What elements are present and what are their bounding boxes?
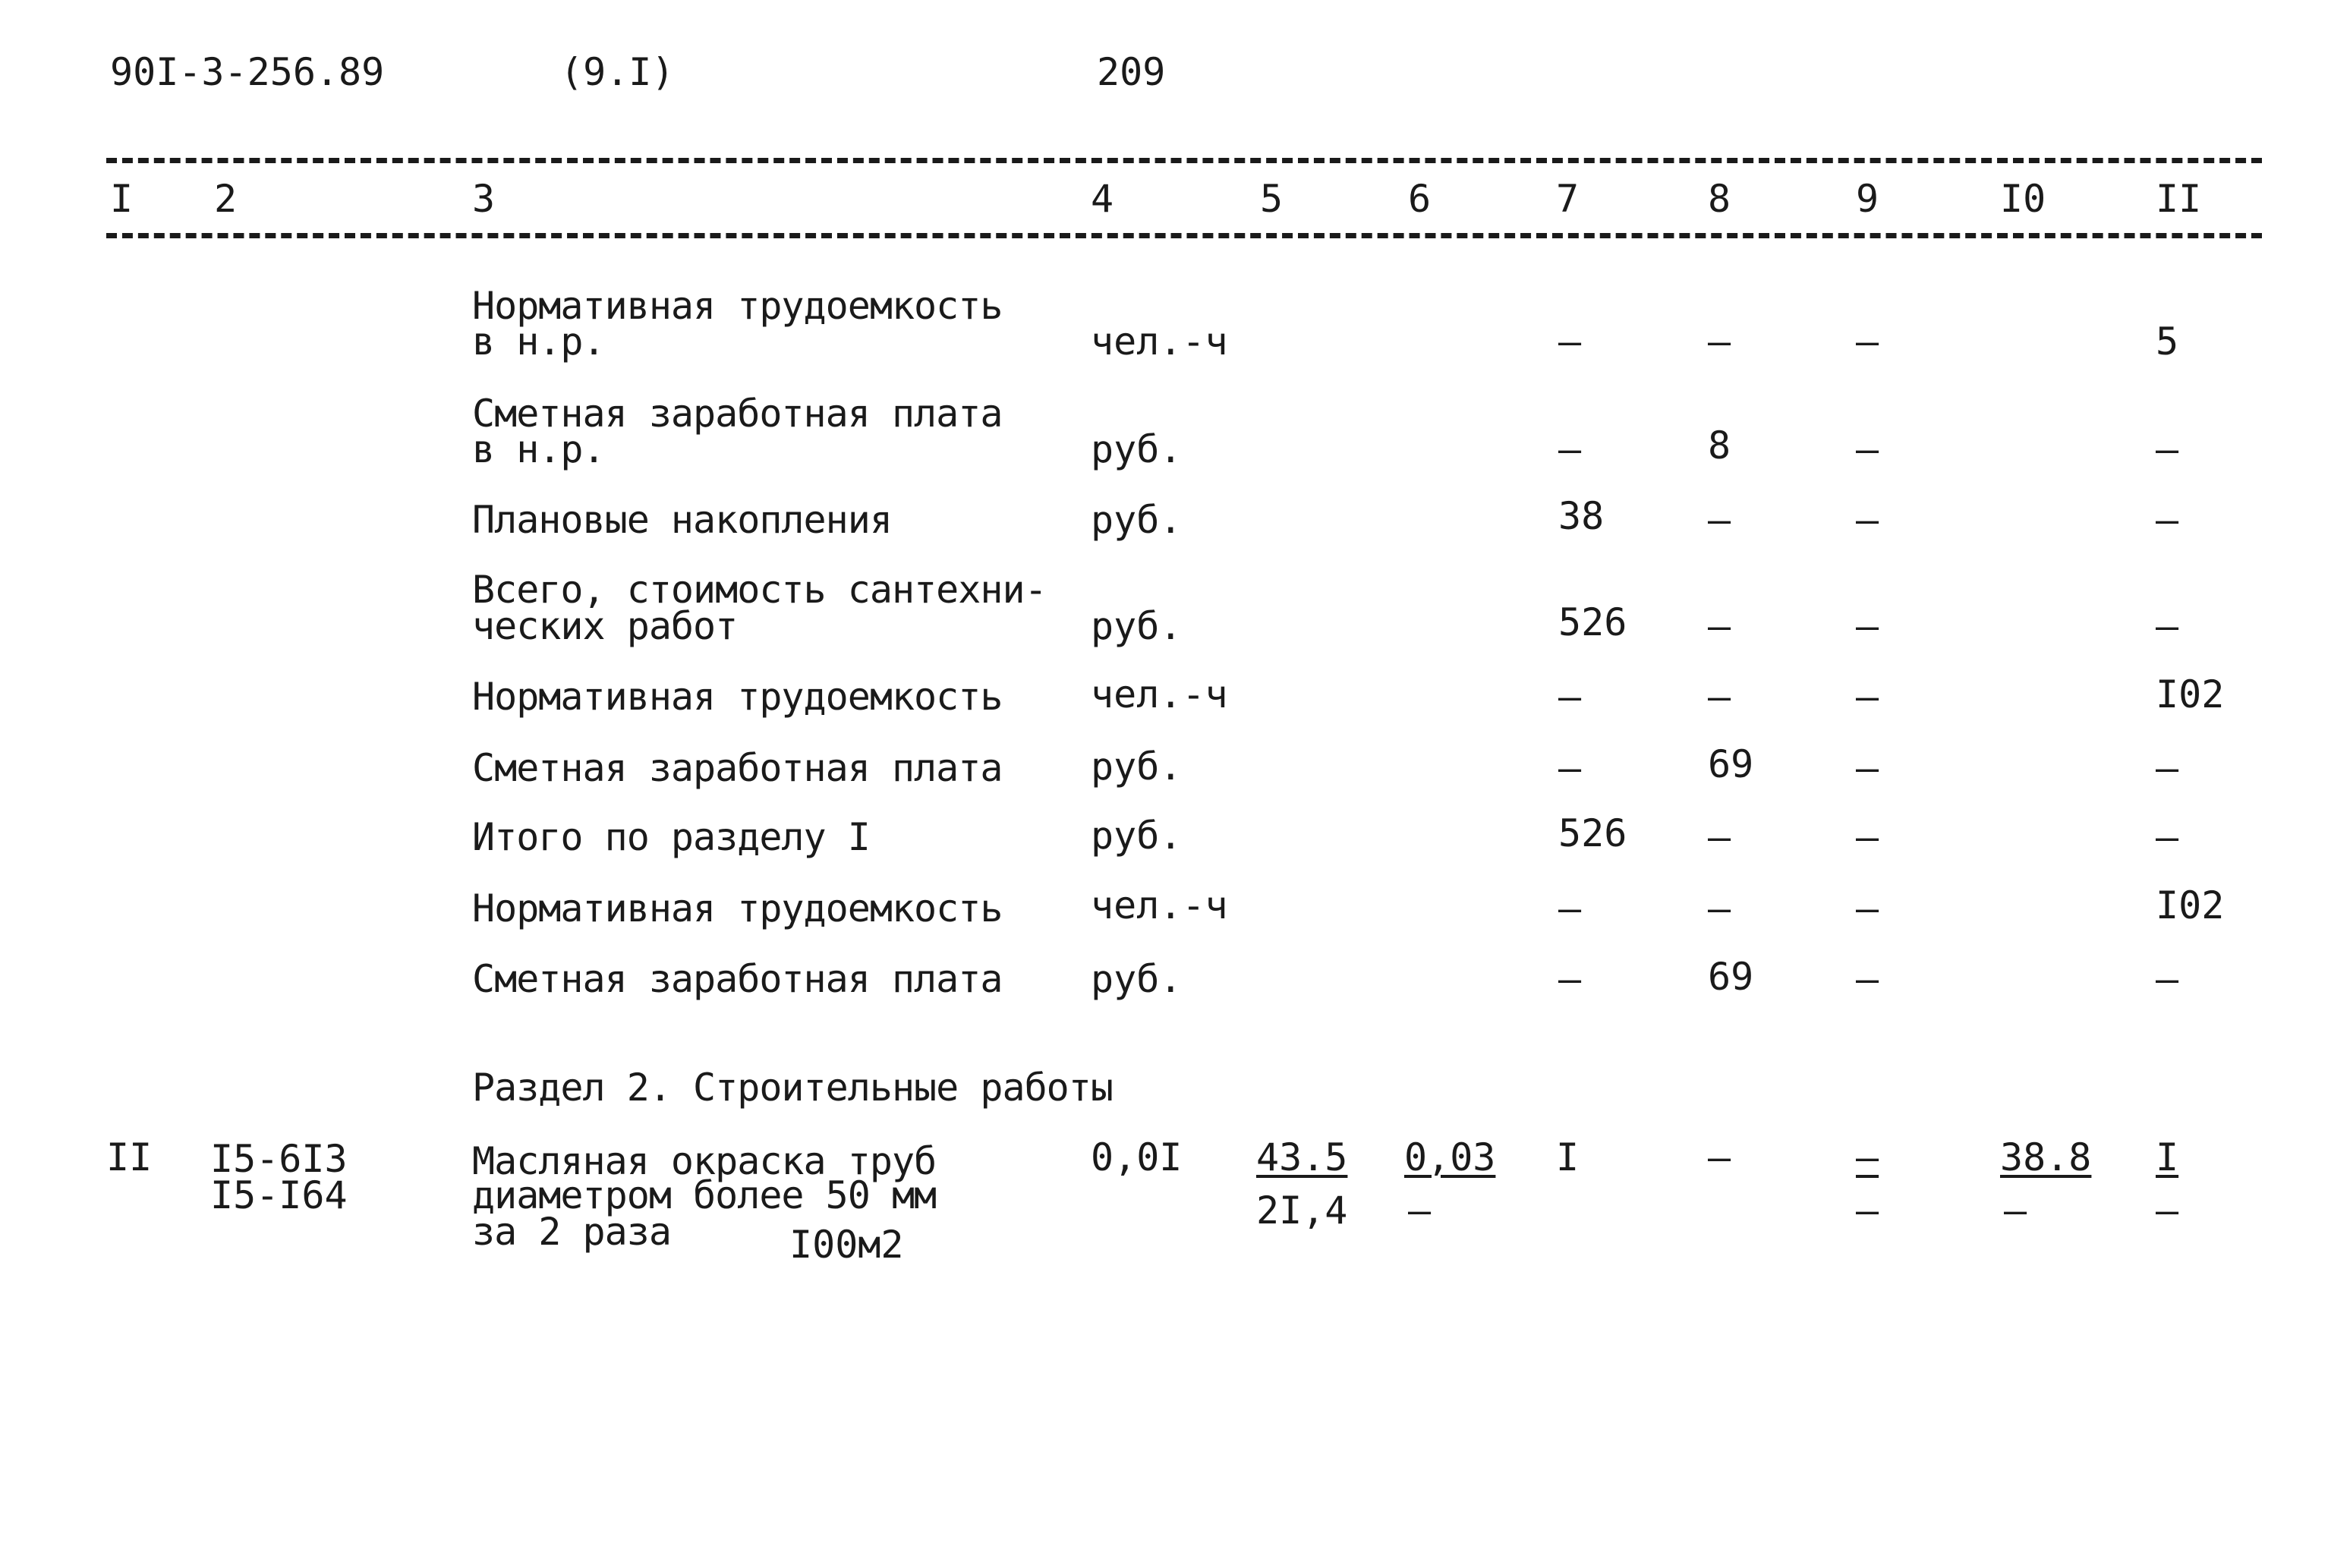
column-header-6: 6 [1408,177,1432,221]
row-3-col8: – [1708,498,1731,542]
row-1-unit: чел.-ч [1091,320,1228,364]
row-8-col7: – [1558,886,1582,930]
section-2-row-number: II [106,1135,153,1179]
section-2-label-line2: диаметром более 50 мм [472,1173,937,1217]
row-1-col8: – [1708,320,1731,364]
row-1-label-line1: Нормативная трудоемкость [472,284,1003,328]
row-6-unit: руб. [1091,745,1183,789]
row-8-col8: – [1708,886,1731,930]
column-header-3: 3 [472,177,496,221]
section-2-label-line3: за 2 раза [472,1210,671,1254]
row-2-col7: – [1558,427,1582,471]
section-2-code-line2: I5-I64 [210,1173,348,1217]
column-header-4: 4 [1091,177,1114,221]
section-2-col11-top: I [2156,1135,2179,1179]
row-7-col11: – [2156,815,2179,859]
row-1-col7: – [1558,320,1582,364]
section-2-col6-bottom: – [1408,1189,1432,1233]
section-2-col10-top: 38.8 [2000,1135,2092,1179]
section-2-col6-top: 0,03 [1404,1135,1496,1179]
row-4-label-line1: Всего, стоимость сантехни- [472,568,1047,612]
row-6-col9: – [1856,746,1879,790]
row-4-col8: – [1708,604,1731,648]
row-1-col9: – [1856,320,1879,364]
section-2-col5-top: 43.5 [1256,1135,1348,1179]
row-8-label-line1: Нормативная трудоемкость [472,886,1003,930]
row-3-col7: 38 [1558,494,1605,538]
row-5-col9: – [1856,675,1879,719]
row-6-col11: – [2156,746,2179,790]
row-9-col7: – [1558,957,1582,1001]
row-5-col11: I02 [2156,672,2225,716]
header-top-rule [106,158,2262,163]
section-2-label-line1: Масляная окраска труб [472,1139,937,1183]
document-code: 90I-3-256.89 [110,50,385,94]
row-7-col9: – [1856,815,1879,859]
row-7-col7: 526 [1558,811,1627,855]
row-3-unit: руб. [1091,498,1183,542]
column-header-5: 5 [1260,177,1284,221]
row-2-label-line2: в н.р. [472,427,605,471]
section-2-col8: – [1708,1135,1731,1179]
row-8-col11: I02 [2156,883,2225,927]
section-2-col9-bottom: – [1856,1189,1879,1233]
row-3-label-line1: Плановые накопления [472,498,892,542]
section-reference: (9.I) [560,50,675,94]
row-2-label-line1: Сметная заработная плата [472,392,1003,436]
row-8-unit: чел.-ч [1091,883,1228,927]
row-9-unit: руб. [1091,957,1183,1001]
row-9-label-line1: Сметная заработная плата [472,957,1003,1001]
row-4-col9: – [1856,604,1879,648]
row-4-col11: – [2156,604,2179,648]
row-5-unit: чел.-ч [1091,672,1228,716]
row-4-col7: 526 [1558,600,1627,644]
row-2-col9: – [1856,427,1879,471]
row-6-label-line1: Сметная заработная плата [472,746,1003,790]
row-4-unit: руб. [1091,604,1183,648]
row-3-col9: – [1856,498,1879,542]
section-2-col9-top: – [1856,1135,1879,1179]
row-7-col8: – [1708,815,1731,859]
header-bottom-rule [106,233,2262,238]
column-header-9: 9 [1856,177,1879,221]
section-2-col10-bottom: – [2004,1189,2027,1233]
row-6-col8: 69 [1708,742,1754,786]
section-2-col7: I [1556,1135,1580,1179]
row-2-col11: – [2156,427,2179,471]
row-5-col8: – [1708,675,1731,719]
column-header-8: 8 [1708,177,1731,221]
row-9-col9: – [1856,957,1879,1001]
section-2-title: Раздел 2. Строительные работы [472,1066,1113,1110]
section-2-col4: 0,0I [1091,1135,1183,1179]
column-header-2: 2 [214,177,238,221]
row-8-col9: – [1856,886,1879,930]
section-2-col5-bottom: 2I,4 [1256,1189,1348,1233]
row-4-label-line2: ческих работ [472,604,738,648]
row-5-col7: – [1558,675,1582,719]
column-header-7: 7 [1556,177,1580,221]
column-header-10: I0 [2000,177,2046,221]
row-9-col8: 69 [1708,955,1754,999]
row-2-unit: руб. [1091,427,1183,471]
column-header-11: II [2156,177,2202,221]
row-1-label-line2: в н.р. [472,320,605,364]
section-2-col11-bottom: – [2156,1189,2179,1233]
row-2-col8: 8 [1708,423,1731,468]
column-header-1: I [110,177,134,221]
row-6-col7: – [1558,746,1582,790]
section-2-code-line1: I5-6I3 [210,1137,348,1181]
row-3-col11: – [2156,498,2179,542]
row-1-col11: 5 [2156,320,2179,364]
row-9-col11: – [2156,957,2179,1001]
row-7-unit: руб. [1091,814,1183,858]
section-2-unit: I00м2 [789,1223,904,1267]
row-7-label-line1: Итого по разделу I [472,815,870,859]
page-number: 209 [1097,50,1166,94]
row-5-label-line1: Нормативная трудоемкость [472,675,1003,719]
